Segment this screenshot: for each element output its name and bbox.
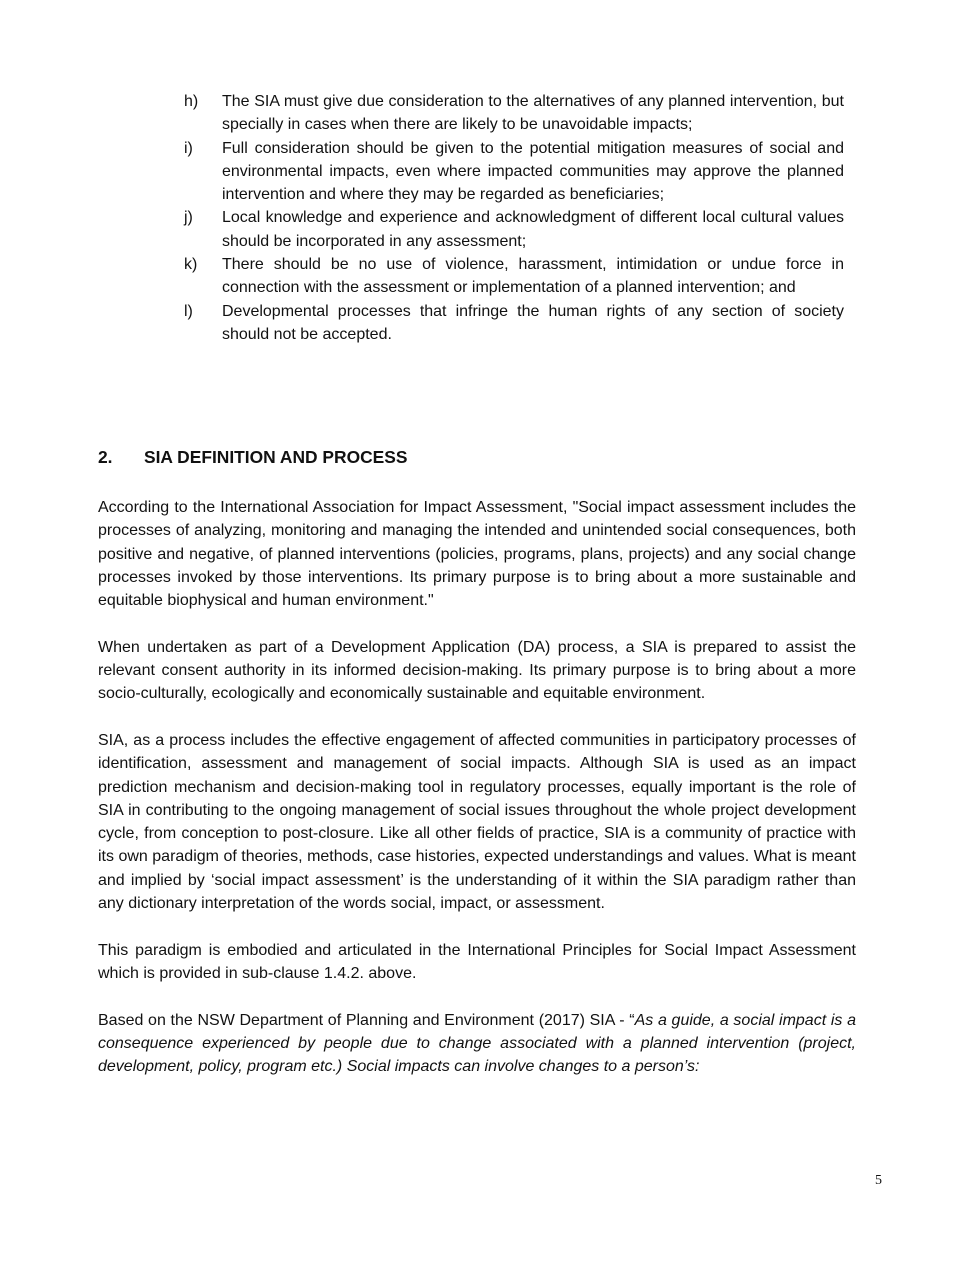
list-item [184, 300, 844, 347]
list-item [184, 90, 844, 137]
nsw-guide-quote: As a guide, a social impact is a consequence experienced by people due to change associated with a planned intervention (project, development, policy, program etc.) Social impacts can involve changes to a person’s: [98, 1011, 856, 1076]
principles-list [184, 90, 844, 346]
nsw-guide-lead: Based on the NSW Department of Planning and Environment (2017) SIA - “ [98, 1011, 635, 1029]
list-marker: k) [184, 256, 198, 274]
list-item-text: Full consideration should be given to the potential mitigation measures of social and environmental impacts, even where impacted communities may approve the planned intervention and where they may be regarded as beneficiaries; [222, 139, 844, 204]
list-marker: i) [184, 139, 193, 157]
list-item [184, 137, 844, 207]
list-item-text: Local knowledge and experience and acknowledgment of different local cultural values should be incorporated in any assessment; [222, 209, 844, 250]
section-number: 2. [98, 447, 113, 467]
page-number: 5 [875, 1173, 882, 1188]
list-marker: j) [184, 209, 193, 227]
paragraph-paradigm: This paradigm is embodied and articulated in the International Principles for Social Impact Assessment which is provided in sub-clause 1.4.2. above. [98, 941, 856, 982]
section-body [98, 496, 856, 1102]
list-marker: h) [184, 93, 199, 110]
paragraph-iaia-definition: According to the International Association for Impact Assessment, "Social impact assessment includes the processes of analyzing, monitoring and managing the intended and unintended social consequences, both positive and negative, of planned interventions (policies, programs, plans, projects) and any social change processes invoked by those interventions. Its primary purpose is to bring about a more sustainable and equitable biophysical and human environment." [98, 499, 856, 610]
section-heading [98, 447, 407, 468]
list-marker: l) [184, 302, 193, 320]
list-item-text: There should be no use of violence, harassment, intimidation or undue force in connection with the assessment or implementation of a planned intervention; and [222, 256, 844, 297]
paragraph-da-process: When undertaken as part of a Development Application (DA) process, a SIA is prepared to assist the relevant consent authority in its informed decision-making. Its primary purpose is to bring about a more socio-culturally, ecologically and economically sustainable and equitable environment. [98, 638, 856, 703]
list-item-text: Developmental processes that infringe the human rights of any section of society should not be accepted. [222, 302, 844, 343]
paragraph-nsw-guide [98, 1009, 856, 1079]
paragraph-sia-process: SIA, as a process includes the effective engagement of affected communities in participatory processes of identification, assessment and management of social impacts. Although SIA is used as an impact prediction mechanism and decision-making tool in regulatory processes, equally important is the role of SIA in contributing to the ongoing management of social issues throughout the whole project development cycle, from conception to post-closure. Like all other fields of practice, SIA is a community of practice with its own paradigm of theories, methods, case histories, expected understandings and values. What is meant and implied by ‘social impact assessment’ is the understanding of it within the SIA paradigm rather than any dictionary interpretation of the words social, impact, or assessment. [98, 731, 856, 913]
list-item [184, 206, 844, 253]
list-item [184, 253, 844, 300]
list-item-text: The SIA must give due consideration to the alternatives of any planned intervention, but specially in cases when there are likely to be unavoidable impacts; [222, 93, 844, 134]
section-title: SIA DEFINITION AND PROCESS [144, 447, 408, 467]
